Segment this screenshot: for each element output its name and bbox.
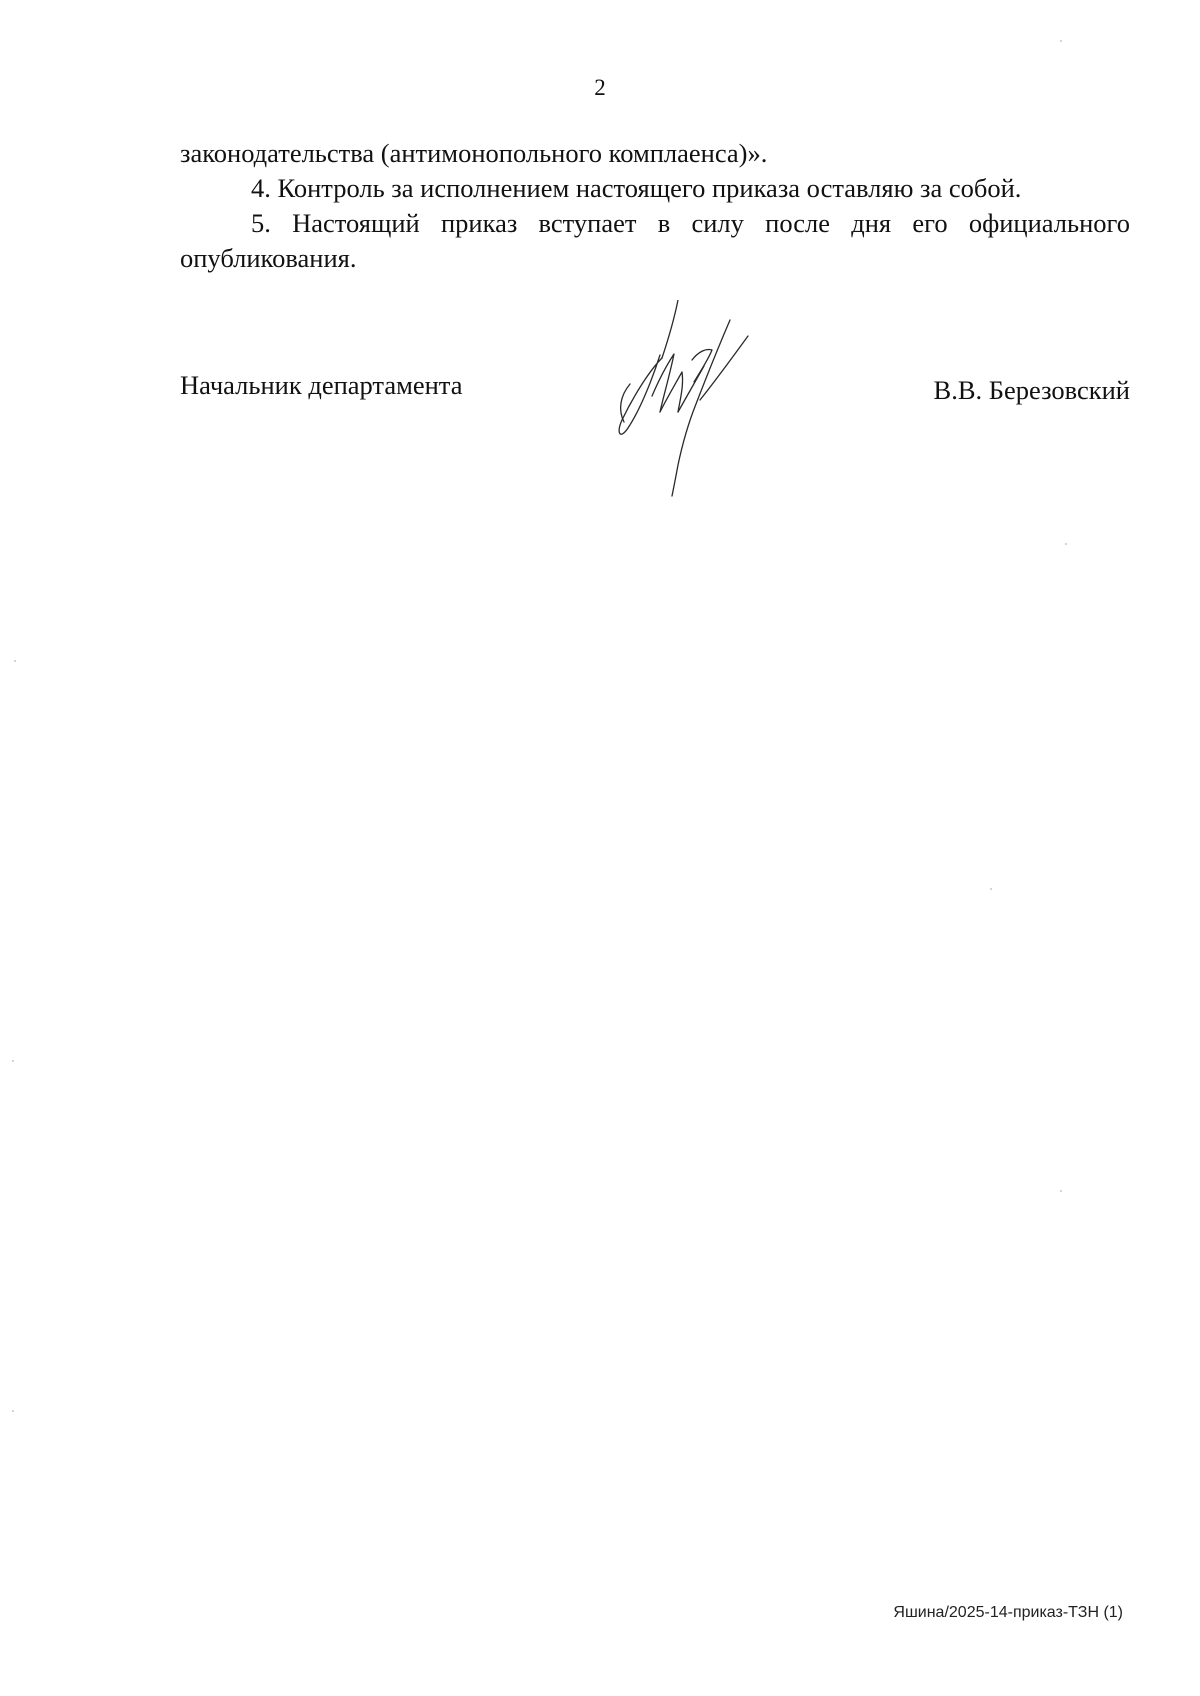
page-number: 2	[594, 75, 606, 100]
signature-block	[180, 300, 1130, 500]
scan-speck	[12, 1410, 14, 1412]
signer-name: В.В. Березовский	[933, 375, 1130, 405]
footer-document-id: Яшина/2025-14-приказ-ТЗН (1)	[893, 1604, 1123, 1621]
signer-title: Начальник департамента	[180, 370, 463, 400]
scan-speck	[990, 888, 992, 890]
paragraph-item-5-line-1: 5. Настоящий приказ вступает в силу после дня его официального	[251, 208, 1130, 238]
scan-speck	[1060, 40, 1062, 42]
paragraph-item-4: 4. Контроль за исполнением настоящего приказа оставляю за собой.	[251, 173, 1022, 203]
handwritten-signature	[600, 300, 780, 500]
paragraph-continuation: законодательства (антимонопольного комплаенса)».	[180, 138, 768, 168]
scan-speck	[14, 660, 16, 662]
scan-speck	[1065, 543, 1067, 545]
paragraph-item-5-line-2: опубликования.	[180, 243, 357, 273]
document-body	[180, 136, 1130, 276]
scan-speck	[12, 1060, 14, 1062]
scan-speck	[1060, 1190, 1062, 1192]
